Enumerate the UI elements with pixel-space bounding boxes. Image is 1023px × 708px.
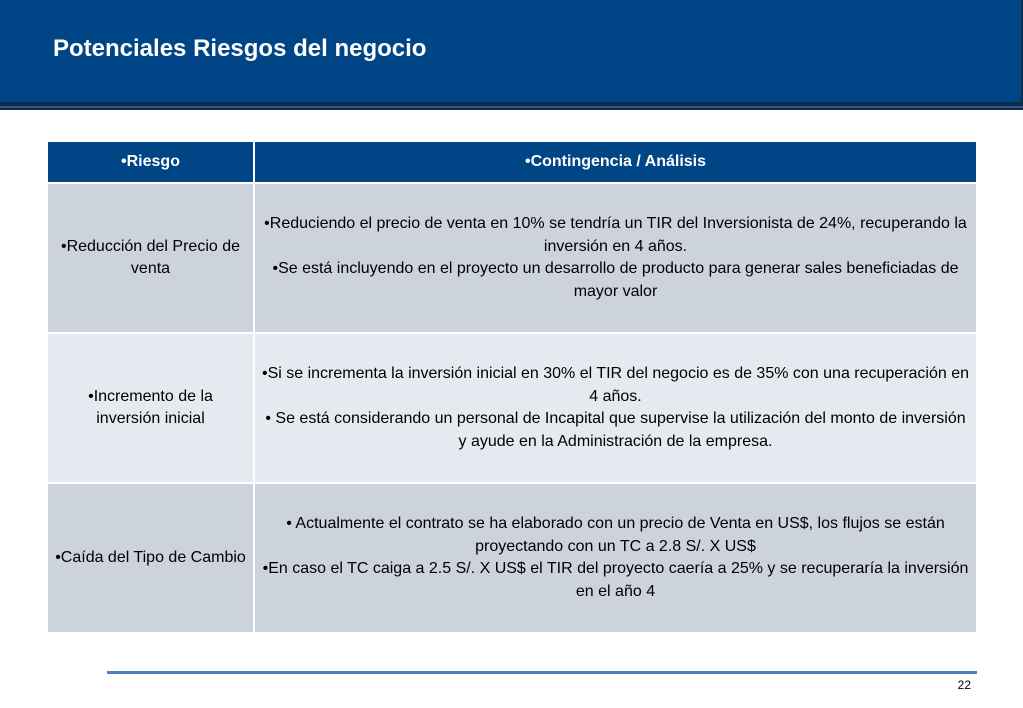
slide-title: Potenciales Riesgos del negocio bbox=[53, 35, 427, 62]
contingencia-bullet: •Reduciendo el precio de venta en 10% se tendría un TIR del Inversionista de 24%, recuperando la inversión en 4 años. bbox=[264, 215, 967, 255]
contingencia-bullet: •Si se incrementa la inversión inicial en 30% el TIR del negocio es de 35% con una recuperación en 4 años. bbox=[261, 365, 970, 405]
table-row bbox=[47, 483, 977, 633]
riesgo-cell: •Caída del Tipo de Cambio bbox=[47, 483, 254, 633]
risk-table bbox=[46, 140, 978, 634]
title-bar bbox=[0, 0, 1023, 102]
riesgo-cell: •Reducción del Precio de venta bbox=[47, 183, 254, 333]
contingencia-bullet: •Se está incluyendo en el proyecto un desarrollo de producto para generar sales beneficiadas de mayor valor bbox=[272, 260, 959, 300]
riesgo-cell: •Incremento de la inversión inicial bbox=[47, 333, 254, 483]
page-number: 22 bbox=[957, 678, 971, 692]
contingencia-cell bbox=[254, 483, 977, 633]
title-bar-highlight-line bbox=[0, 106, 1023, 108]
contingencia-bullet: •En caso el TC caiga a 2.5 S/. X US$ el TIR del proyecto caería a 25% y se recuperaría la inversión en el año 4 bbox=[262, 560, 969, 600]
table-row bbox=[47, 333, 977, 483]
table-header-row bbox=[47, 141, 977, 183]
footer-divider bbox=[107, 671, 977, 674]
contingencia-bullet: • Actualmente el contrato se ha elaborado con un precio de Venta en US$, los flujos se están proyectando con un TC a 2.8 S/. X US$ bbox=[286, 515, 945, 555]
table-row bbox=[47, 183, 977, 333]
column-header-contingencia: •Contingencia / Análisis bbox=[254, 141, 977, 183]
contingencia-cell bbox=[254, 183, 977, 333]
contingencia-bullet: • Se está considerando un personal de Incapital que supervise la utilización del monto de inversión y ayude en la Administración de la empresa. bbox=[265, 410, 966, 450]
contingencia-cell bbox=[254, 333, 977, 483]
column-header-riesgo: •Riesgo bbox=[47, 141, 254, 183]
